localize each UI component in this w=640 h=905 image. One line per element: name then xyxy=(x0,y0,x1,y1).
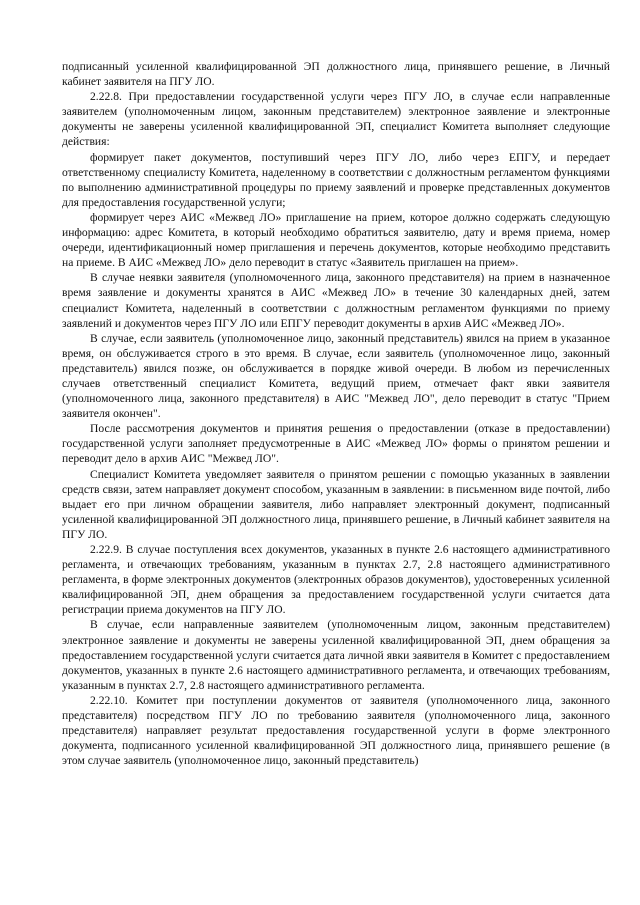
paragraph-2-22-9: 2.22.9. В случае поступления всех документов, указанных в пункте 2.6 настоящего административного регламента, и отвечающих требованиям, указанным в пунктах 2.7, 2.8 настоящего административного регламента, в форме электронных документов (электронных образов документов), удостоверенных усиленной квалифицированной ЭП, днем обращения за предоставлением государственной услуги считается дата регистрации приема документов на ПГУ ЛО. xyxy=(62,543,610,617)
paragraph-10: В случае, если направленные заявителем (уполномоченным лицом, законным представителем) электронное заявление и документы не заверены усиленной квалифицированной ЭП, днем обращения за предоставлением государственной услуги считается дата личной явки заявителя в Комитет с предоставлением документов, указанных в пункте 2.6 настоящего административного регламента, и отвечающих требованиям, указанным в пунктах 2.7, 2.8 настоящего административного регламента. xyxy=(62,618,610,692)
paragraph-7: После рассмотрения документов и принятия решения о предоставлении (отказе в предоставлении) государственной услуги заполняет предусмотренные в АИС «Межвед ЛО» формы о принятом решении и переводит дело в архив АИС "Межвед ЛО". xyxy=(62,422,610,466)
paragraph-1: подписанный усиленной квалифицированной ЭП должностного лица, принявшего решение, в Личный кабинет заявителя на ПГУ ЛО. xyxy=(62,60,610,89)
paragraph-3: формирует пакет документов, поступивший через ПГУ ЛО, либо через ЕПГУ, и передает ответственному специалисту Комитета, наделенному в соответствии с должностным регламентом функциями по выполнению административной процедуры по приему заявлений и проверке представленных документов для предоставления государственной услуги; xyxy=(62,150,610,209)
document-page xyxy=(62,59,610,768)
paragraph-2-22-10: 2.22.10. Комитет при поступлении документов от заявителя (уполномоченного лица, законного представителя) посредством ПГУ ЛО по требованию заявителя (уполномоченного лица, законного представителя) направляет результат предоставления государственной услуги в форме электронного документа, подписанного усиленной квалифицированной ЭП должностного лица, принявшего решение (в этом случае заявитель (уполномоченное лицо, законный представитель) xyxy=(62,693,610,768)
paragraph-6: В случае, если заявитель (уполномоченное лицо, законный представитель) явился на прием в указанное время, он обслуживается строго в это время. В случае, если заявитель (уполномоченное лицо, законный представитель) явился позже, он обслуживается в порядке живой очереди. В любом из перечисленных случаев ответственный специалист Комитета, ведущий прием, отмечает факт явки заявителя (уполномоченного лица, законного представителя) в АИС "Межвед ЛО", дело переводит в статус "Прием заявителя окончен". xyxy=(62,331,610,421)
paragraph-8: Специалист Комитета уведомляет заявителя о принятом решении с помощью указанных в заявлении средств связи, затем направляет документ способом, указанным в заявлении: в письменном виде почтой, либо выдает его при личном обращении заявителя, либо направляет электронный документ, подписанный усиленной квалифицированной ЭП должностного лица, принявшего решение, в Личный кабинет заявителя на ПГУ ЛО. xyxy=(62,467,610,541)
paragraph-4: формирует через АИС «Межвед ЛО» приглашение на прием, которое должно содержать следующую информацию: адрес Комитета, в который необходимо обратиться заявителю, дату и время приема, номер очереди, идентификационный номер приглашения и перечень документов, которые необходимо представить на приеме. В АИС «Межвед ЛО» дело переводит в статус «Заявитель приглашен на прием». xyxy=(62,210,610,270)
paragraph-2-22-8: 2.22.8. При предоставлении государственной услуги через ПГУ ЛО, в случае если направленные заявителем (уполномоченным лицом, законным представителем) электронное заявление и электронные документы не заверены усиленной квалифицированной ЭП, специалист Комитета выполняет следующие действия: xyxy=(62,90,610,149)
paragraph-5: В случае неявки заявителя (уполномоченного лица, законного представителя) на прием в назначенное время заявление и документы хранятся в АИС «Межвед ЛО» в течение 30 календарных дней, затем специалист Комитета, наделенный в соответствии с должностным регламентом функциями по приему заявлений и документов через ПГУ ЛО или ЕПГУ переводит документы в архив АИС «Межвед ЛО». xyxy=(62,271,610,330)
